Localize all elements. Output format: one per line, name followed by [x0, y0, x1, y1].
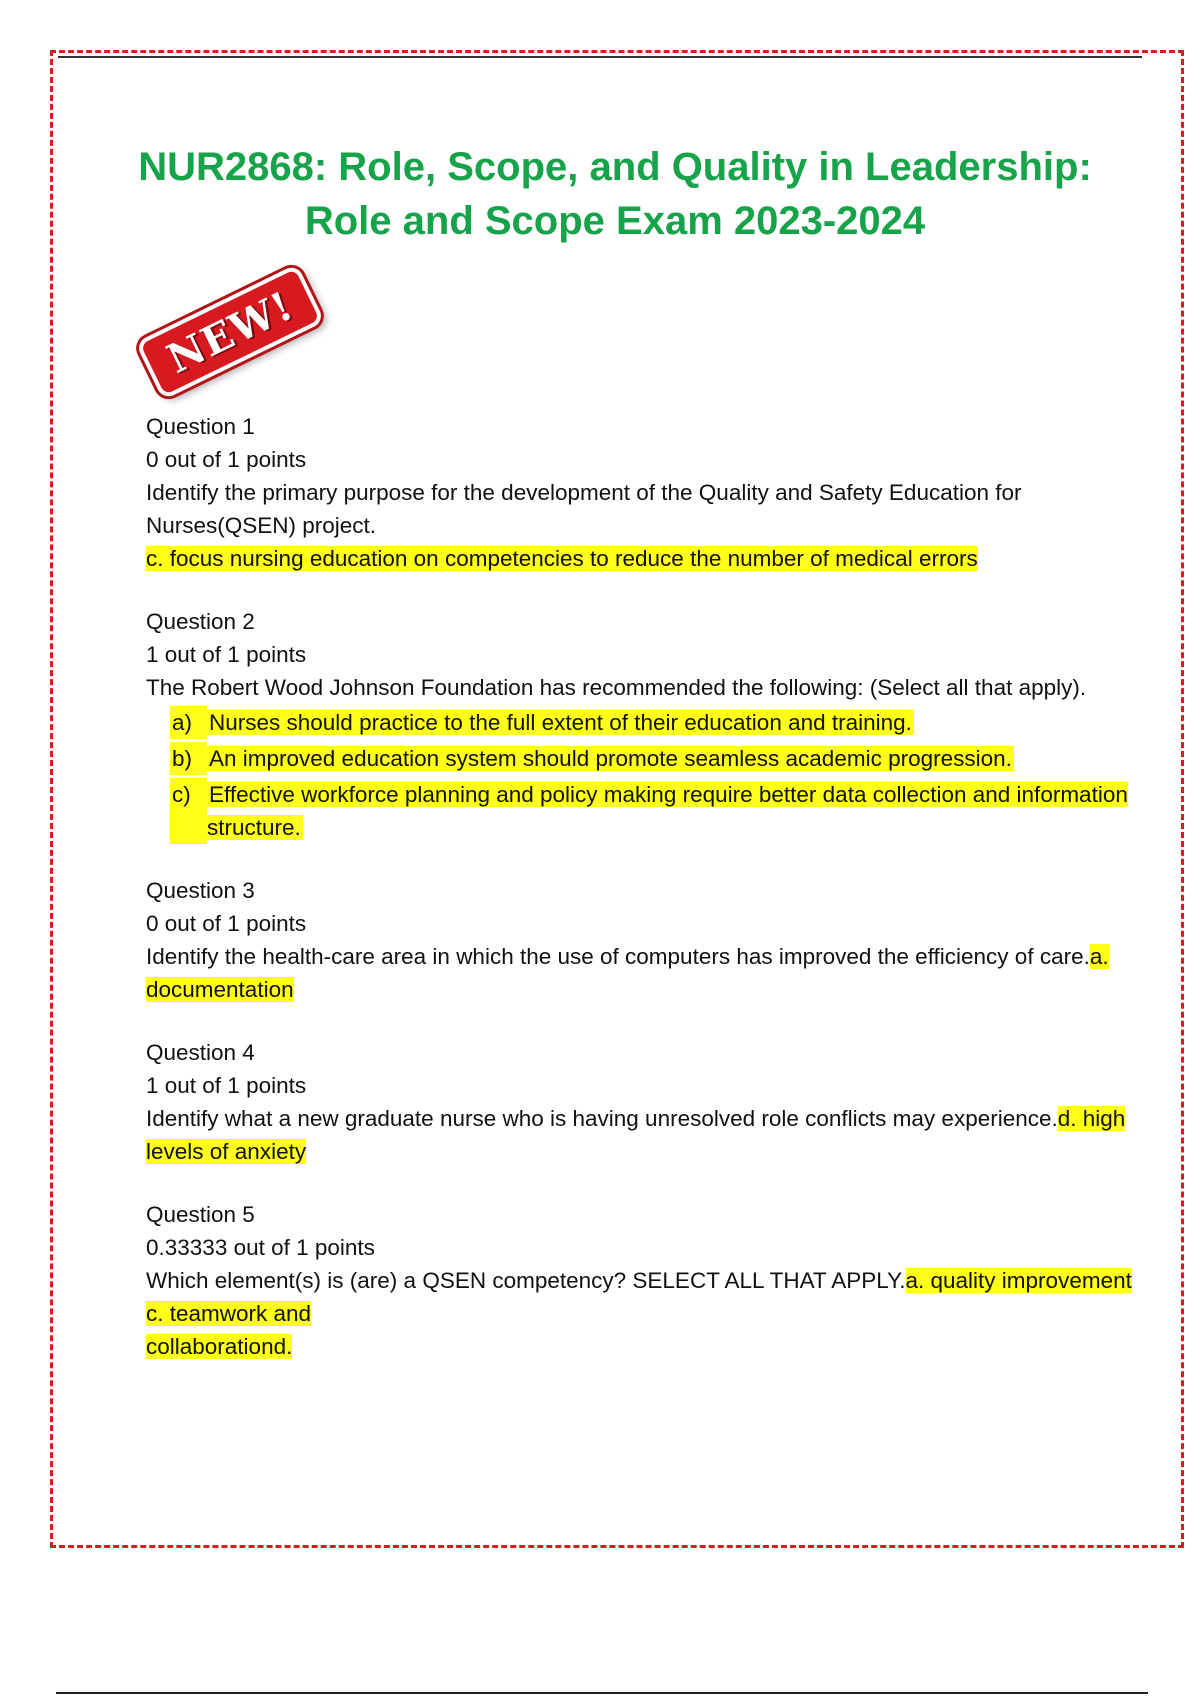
- title-line-2: Role and Scope Exam 2023-2024: [304, 199, 926, 243]
- answer-option: [170, 742, 1136, 775]
- option-letter: a): [170, 706, 207, 739]
- option-text: Nurses should practice to the full extent of their education and training.: [209, 710, 912, 735]
- option-letter: b): [170, 742, 207, 775]
- question-1: [146, 410, 1136, 575]
- question-prompt: Identify the health-care area in which the use of computers has improved the efficiency of care.: [146, 944, 1090, 969]
- question-score: 0 out of 1 points: [146, 447, 307, 472]
- question-answer: d. high levels of anxiety: [146, 1106, 1126, 1164]
- question-answer: a. quality improvement: [905, 1268, 1132, 1293]
- question-score: 1 out of 1 points: [146, 1073, 307, 1098]
- question-score: 0 out of 1 points: [146, 911, 307, 936]
- question-heading: Question 3: [146, 878, 255, 903]
- answer-options: [146, 706, 1136, 844]
- question-answer: c. focus nursing education on competencies to reduce the number of medical errors: [146, 546, 978, 571]
- question-answer: a. documentation: [146, 944, 1109, 1002]
- question-2: [146, 605, 1136, 844]
- page-title: [60, 140, 1170, 248]
- questions-list: [146, 410, 1136, 1393]
- badge-text: NEW!: [159, 281, 301, 383]
- top-rule: [58, 56, 1142, 58]
- question-heading: Question 1: [146, 414, 255, 439]
- question-answer: c. teamwork and: [146, 1301, 312, 1326]
- question-heading: Question 5: [146, 1202, 255, 1227]
- option-text: An improved education system should promote seamless academic progression.: [209, 746, 1012, 771]
- question-answer: collaborationd.: [146, 1334, 293, 1359]
- question-score: 0.33333 out of 1 points: [146, 1235, 375, 1260]
- question-score: 1 out of 1 points: [146, 642, 307, 667]
- question-prompt: Identify the primary purpose for the development of the Quality and Safety Education for Nurses(QSEN) project.: [146, 480, 1022, 538]
- question-heading: Question 4: [146, 1040, 255, 1065]
- option-letter: c): [170, 778, 207, 844]
- question-3: [146, 874, 1136, 1006]
- question-prompt: Which element(s) is (are) a QSEN competency? SELECT ALL THAT APPLY.: [146, 1268, 906, 1293]
- question-prompt: Identify what a new graduate nurse who is having unresolved role conflicts may experience.: [146, 1106, 1058, 1131]
- bottom-rule: [56, 1692, 1148, 1694]
- title-line-1: NUR2868: Role, Scope, and Quality in Leadership:: [138, 145, 1092, 189]
- option-text: Effective workforce planning and policy making require better data collection and information structure.: [207, 782, 1128, 840]
- question-5: [146, 1198, 1136, 1363]
- question-prompt: The Robert Wood Johnson Foundation has recommended the following: (Select all that apply).: [146, 675, 1087, 700]
- question-4: [146, 1036, 1136, 1168]
- answer-option: [170, 778, 1136, 844]
- answer-option: [170, 706, 1136, 739]
- question-heading: Question 2: [146, 609, 255, 634]
